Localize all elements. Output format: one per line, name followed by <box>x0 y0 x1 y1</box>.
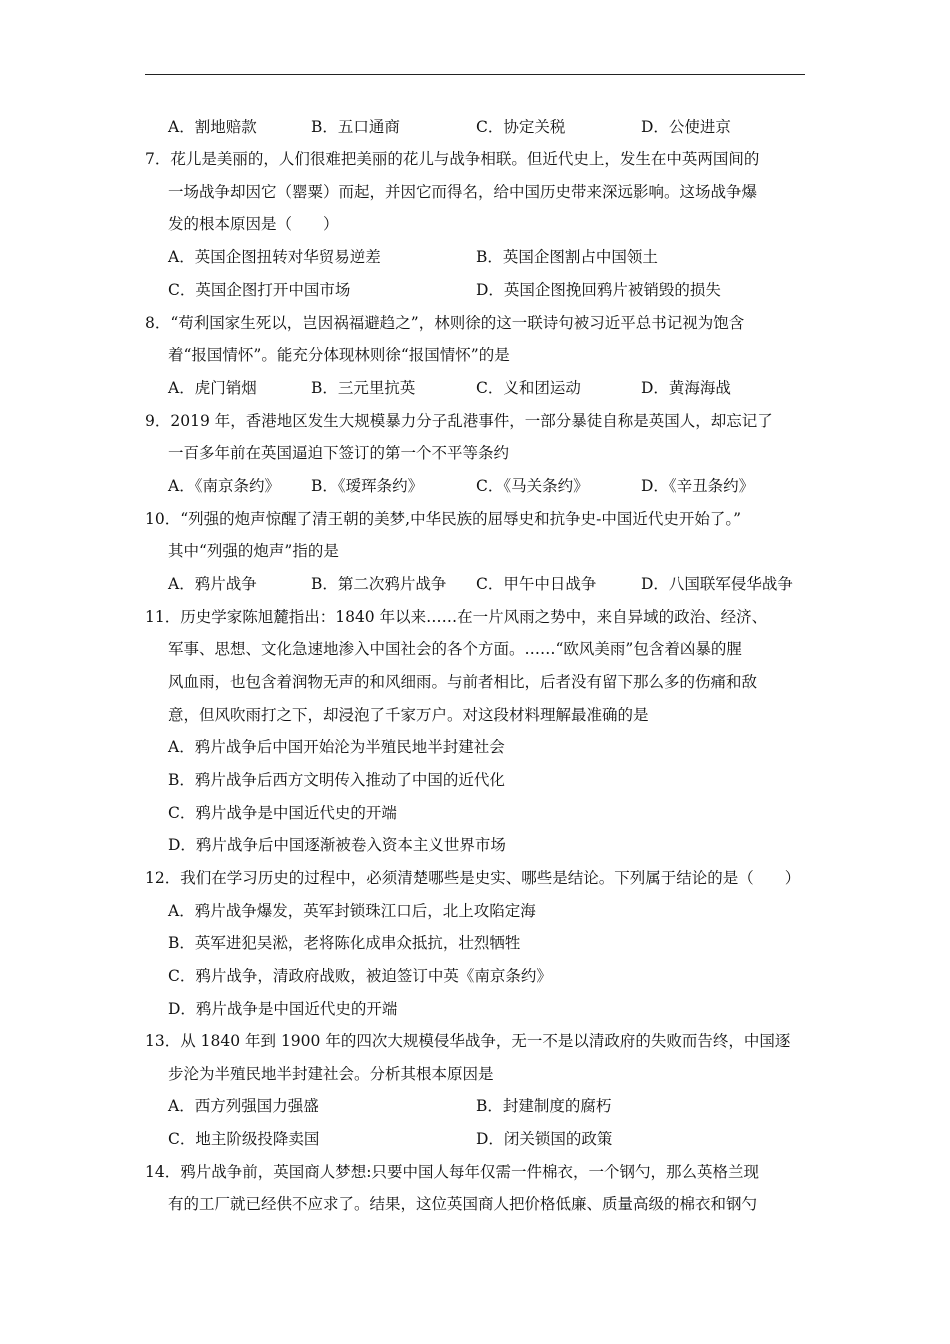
q8-option-d[interactable]: D．黄海海战 <box>641 379 731 397</box>
q10-stem-line-2: 其中“列强的炮声”指的是 <box>168 542 339 560</box>
header-rule <box>145 74 805 75</box>
q11-stem-line-2: 军事、思想、文化急速地渗入中国社会的各个方面。……“欧风美雨”包含着凶暴的腥 <box>168 640 742 658</box>
q11-option-b[interactable]: B．鸦片战争后西方文明传入推动了中国的近代化 <box>168 771 505 789</box>
q14-stem-line-1: 14．鸦片战争前，英国商人梦想:只要中国人每年仅需一件棉衣，一个钢勺，那么英格兰现 <box>145 1163 759 1181</box>
q13-option-d[interactable]: D．闭关锁国的政策 <box>476 1130 613 1148</box>
q8-stem-line-2: 着“报国情怀”。能充分体现林则徐“报国情怀”的是 <box>168 346 510 364</box>
q9-option-b[interactable]: B．《瑷珲条约》 <box>311 477 424 495</box>
q12-stem-line-1: 12．我们在学习历史的过程中，必须清楚哪些是史实、哪些是结论。下列属于结论的是（ ） <box>145 869 801 887</box>
q11-option-c[interactable]: C．鸦片战争是中国近代史的开端 <box>168 804 397 822</box>
q11-stem-line-4: 意，但风吹雨打之下，却浸泡了千家万户。对这段材料理解最准确的是 <box>168 706 649 724</box>
q13-option-c[interactable]: C．地主阶级投降卖国 <box>168 1130 320 1148</box>
q7-option-d[interactable]: D．英国企图挽回鸦片被销毁的损失 <box>476 281 721 299</box>
q7-stem-line-1: 7．花儿是美丽的，人们很难把美丽的花儿与战争相联。但近代史上，发生在中英两国间的 <box>145 150 760 168</box>
q6-option-a[interactable]: A．割地赔款 <box>168 118 257 136</box>
q11-option-a[interactable]: A．鸦片战争后中国开始沦为半殖民地半封建社会 <box>168 738 505 756</box>
q6-option-c[interactable]: C．协定关税 <box>476 118 566 136</box>
q7-stem-line-3: 发的根本原因是（ ） <box>168 215 339 233</box>
q6-option-d[interactable]: D．公使进京 <box>641 118 731 136</box>
q12-option-d[interactable]: D．鸦片战争是中国近代史的开端 <box>168 1000 398 1018</box>
q13-option-a[interactable]: A．西方列强国力强盛 <box>168 1097 319 1115</box>
q8-option-c[interactable]: C．义和团运动 <box>476 379 581 397</box>
q10-option-b[interactable]: B．第二次鸦片战争 <box>311 575 447 593</box>
q9-stem-line-2: 一百多年前在英国逼迫下签订的第一个不平等条约 <box>168 444 510 462</box>
q12-option-c[interactable]: C．鸦片战争，清政府战败，被迫签订中英《南京条约》 <box>168 967 552 985</box>
q13-stem-line-2: 步沦为半殖民地半封建社会。分析其根本原因是 <box>168 1065 494 1083</box>
q13-stem-line-1: 13．从 1840 年到 1900 年的四次大规模侵华战争，无一不是以清政府的失败而告终，中国逐 <box>145 1032 791 1050</box>
q13-option-b[interactable]: B．封建制度的腐朽 <box>476 1097 612 1115</box>
q11-stem-line-3: 风血雨，也包含着润物无声的和风细雨。与前者相比，后者没有留下那么多的伤痛和敌 <box>168 673 758 691</box>
q10-option-d[interactable]: D．八国联军侵华战争 <box>641 575 793 593</box>
q8-option-b[interactable]: B．三元里抗英 <box>311 379 416 397</box>
q11-stem-line-1: 11．历史学家陈旭麓指出：1840 年以来……在一片风雨之势中，来自异域的政治、经济、 <box>145 608 768 626</box>
q7-stem-line-2: 一场战争却因它（罂粟）而起，并因它而得名，给中国历史带来深远影响。这场战争爆 <box>168 183 758 201</box>
q12-option-b[interactable]: B．英军进犯吴淞，老将陈化成串众抵抗，壮烈牺牲 <box>168 934 521 952</box>
q8-stem-line-1: 8．“苟利国家生死以，岂因祸福避趋之”，林则徐的这一联诗句被习近平总书记视为饱含 <box>145 314 745 332</box>
q7-option-c[interactable]: C．英国企图打开中国市场 <box>168 281 351 299</box>
q9-stem-line-1: 9．2019 年，香港地区发生大规模暴力分子乱港事件，一部分暴徒自称是英国人，却忘记了 <box>145 412 773 430</box>
q10-option-a[interactable]: A．鸦片战争 <box>168 575 257 593</box>
q9-option-d[interactable]: D．《辛丑条约》 <box>641 477 755 495</box>
q7-option-b[interactable]: B．英国企图割占中国领土 <box>476 248 658 266</box>
q10-stem-line-1: 10．“列强的炮声惊醒了清王朝的美梦,中华民族的屈辱史和抗争史-中国近代史开始了。” <box>145 510 741 528</box>
q9-option-a[interactable]: A．《南京条约》 <box>168 477 280 495</box>
q14-stem-line-2: 有的工厂就已经供不应求了。结果，这位英国商人把价格低廉、质量高级的棉衣和钢勺 <box>168 1195 758 1213</box>
q7-option-a[interactable]: A．英国企图扭转对华贸易逆差 <box>168 248 381 266</box>
q6-option-b[interactable]: B．五口通商 <box>311 118 400 136</box>
q10-option-c[interactable]: C．甲午中日战争 <box>476 575 597 593</box>
q12-option-a[interactable]: A．鸦片战争爆发，英军封锁珠江口后，北上攻陷定海 <box>168 902 536 920</box>
q8-option-a[interactable]: A．虎门销烟 <box>168 379 257 397</box>
q9-option-c[interactable]: C．《马关条约》 <box>476 477 589 495</box>
q11-option-d[interactable]: D．鸦片战争后中国逐渐被卷入资本主义世界市场 <box>168 836 506 854</box>
